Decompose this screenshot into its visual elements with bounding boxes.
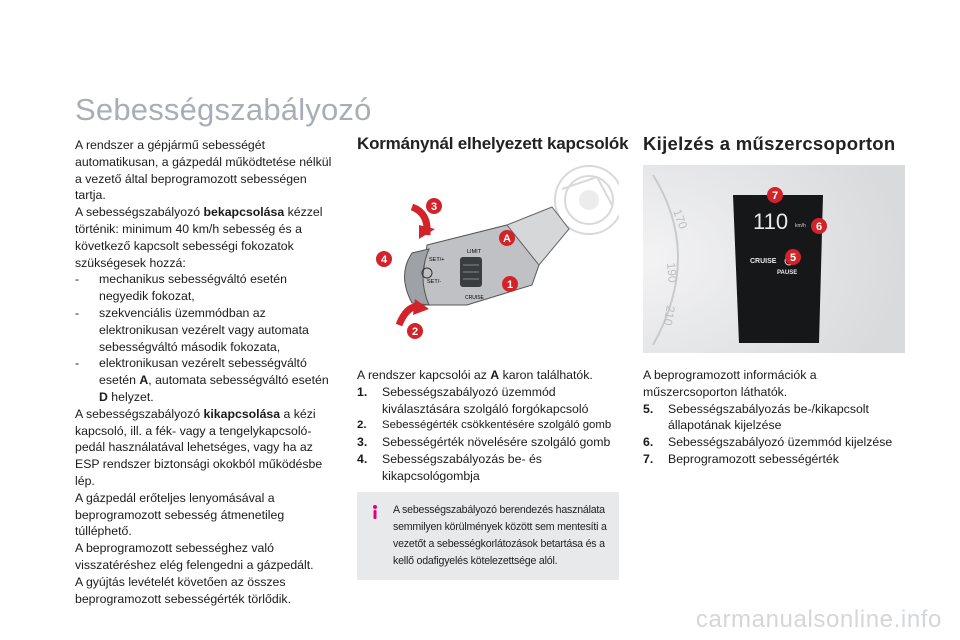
cluster-svg xyxy=(643,165,905,353)
safety-note xyxy=(357,492,619,580)
controls-list xyxy=(357,367,619,485)
list-item: 5. Sebességszabályozás be-/kikapcsolt állapotának kijelzése xyxy=(643,401,869,433)
label-cruise: CRUISE xyxy=(465,295,484,301)
badge-2: 2 xyxy=(411,326,419,338)
page-title: Sebességszabályozó xyxy=(75,92,372,127)
badge-5: 5 xyxy=(789,252,797,264)
section-heading-display: Kijelzés a műszercsoporton xyxy=(643,133,896,154)
section-heading-controls: Kormánynál elhelyezett kapcsolók xyxy=(357,134,629,153)
watermark: carmanualsonline.info xyxy=(695,606,942,633)
speed-unit: km/h xyxy=(795,223,806,229)
badge-a: A xyxy=(503,233,511,245)
badge-1: 1 xyxy=(506,279,514,291)
label-set-plus: SET/+ xyxy=(429,257,445,263)
speed-value: 110 xyxy=(753,209,789,234)
list-item: 7. Beprogramozott sebességérték xyxy=(643,451,839,466)
display-list xyxy=(643,367,905,468)
label-limit: LIMIT xyxy=(467,249,482,255)
cruise-label: CRUISE xyxy=(750,258,777,265)
label-set-minus: SET/- xyxy=(427,279,442,285)
list-item: 1. Sebességszabályozó üzemmód kiválasztására szolgáló forgókapcsoló xyxy=(357,384,589,416)
stalk-svg xyxy=(357,165,619,353)
safety-note-text: A sebességszabályozó berendezés használata semmilyen körülmények között sem mentesíti a vezetőt a sebességkorlátozások betartása és a kellő odafigyelés kötelezettsége alól. xyxy=(393,504,607,567)
badge-7: 7 xyxy=(771,190,779,202)
dial-number-170: 170 xyxy=(670,207,691,231)
list-item: - elektronikusan vezérelt sebességváltó esetén A, automata sebességváltó esetén D helyzet. xyxy=(75,356,329,404)
pause-label: PAUSE xyxy=(777,270,798,276)
paragraph-deactivation: A sebességszabályozó kikapcsolása a kézi kapcsoló, ill. a fék- vagy a tengelykapcsoló-pedál használatával lehetséges, vagy ha az ESP rendszer biztonsági okokból működésbe lép. xyxy=(75,406,323,488)
dial-number-190: 190 xyxy=(664,262,680,284)
paragraph-activation: A sebességszabályozó bekapcsolása kézzel történik: minimum 40 km/h sebesség és a következő kapcsolt sebességi fokozatok szükségesek hozzá: xyxy=(75,205,323,270)
badge-4: 4 xyxy=(380,254,388,266)
paragraph-overview: A rendszer a gépjármű sebességét automatikusan, a gázpedál működtetése nélkül a vezető által beprogramozott sebességen tartja. xyxy=(75,138,332,203)
dial-number-210: 210 xyxy=(660,304,678,327)
list-item: 2. Sebességérték csökkentésére szolgáló gomb xyxy=(357,419,612,432)
cluster-illustration xyxy=(643,165,905,353)
list-item: - szekvenciális üzemmódban az elektronikusan vezérelt vagy automata sebességváltó második fokozata, xyxy=(75,305,309,354)
stalk-illustration xyxy=(357,165,619,353)
badge-6: 6 xyxy=(815,221,823,233)
list-item: 6. Sebességszabályozó üzemmód kijelzése xyxy=(643,435,893,450)
paragraph-resume: A beprogramozott sebességhez való visszatéréshez elég felengedni a gázpedált. xyxy=(75,541,314,572)
list-item: - mechanikus sebességváltó esetén negyedik fokozat, xyxy=(75,272,287,304)
info-icon xyxy=(367,504,383,520)
list-item: 4. Sebességszabályozás be- és kikapcsológombja xyxy=(357,451,542,483)
controls-intro: A rendszer kapcsolói az A karon találhatók. xyxy=(357,368,593,382)
paragraph-reset: A gyújtás levételét követően az összes beprogramozott sebességérték törlődik. xyxy=(75,574,291,606)
badge-3: 3 xyxy=(430,201,438,213)
display-intro: A beprogramozott információk a műszercsoporton láthatók. xyxy=(643,368,817,399)
list-item: 3. Sebességérték növelésére szolgáló gomb xyxy=(357,435,611,450)
intro-column xyxy=(75,137,337,607)
paragraph-override: A gázpedál erőteljes lenyomásával a beprogramozott sebesség átmenetileg túlléphető. xyxy=(75,490,285,539)
